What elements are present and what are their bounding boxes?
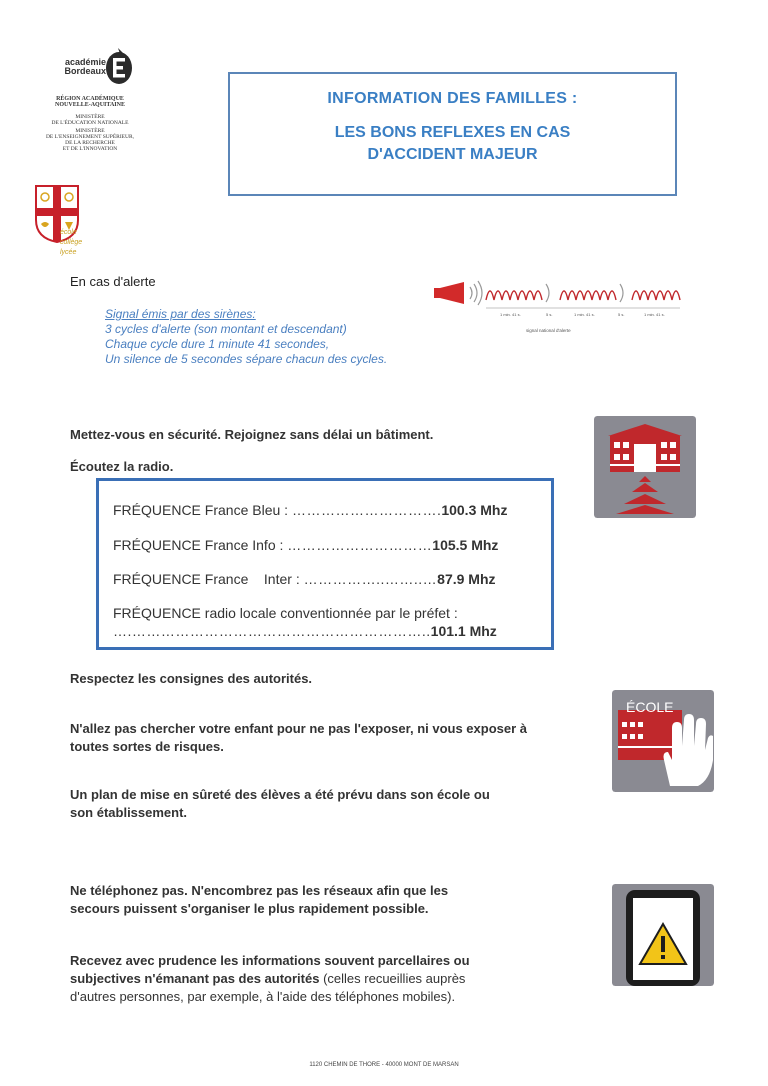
instruction-line: Un plan de mise en sûreté des élèves a été prévu dans son école ou — [70, 787, 490, 802]
instruction-info — [70, 952, 532, 1006]
siren-duration-label: 1 min. 41 s. — [644, 312, 665, 317]
signal-description — [105, 307, 387, 367]
school-level-lycee: lycée — [60, 249, 77, 256]
ministry-line: MINISTÈRE — [75, 114, 105, 120]
frequency-row — [113, 502, 523, 518]
instruction-line: son établissement. — [70, 805, 188, 820]
signal-line: 3 cycles d'alerte (son montant et descendant) — [105, 322, 347, 336]
frequency-value: 100.3 Mhz — [441, 502, 508, 518]
frequency-dots: …………………………. — [291, 502, 442, 518]
frequency-value: 105.5 Mhz — [432, 537, 499, 553]
instruction-line-bold: subjectives n'émanant pas des autorités — [70, 971, 320, 986]
instruction-shelter: Mettez-vous en sécurité. Rejoignez sans délai un bâtiment. — [70, 427, 434, 442]
instruction-line: Recevez avec prudence les informations souvent parcellaires ou — [70, 953, 470, 968]
academie-line2: Bordeaux — [64, 66, 106, 76]
siren-caption: signal national d'alerte — [526, 328, 571, 333]
frequency-value: 101.1 Mhz — [430, 623, 497, 639]
frequency-row — [113, 537, 523, 553]
school-levels — [60, 228, 82, 258]
region-label — [30, 96, 150, 108]
siren-signal-diagram — [430, 278, 684, 336]
signal-line: Un silence de 5 secondes sépare chacun des cycles. — [105, 352, 388, 366]
instruction-plan — [70, 786, 580, 822]
region-line2: NOUVELLE-AQUITAINE — [55, 102, 125, 108]
instruction-line: N'allez pas chercher votre enfant pour ne pas l'exposer, ni vous exposer à — [70, 721, 528, 736]
academie-logo — [58, 46, 138, 94]
school-sign-text: ÉCOLE — [626, 699, 674, 715]
instruction-phone — [70, 882, 580, 918]
school-level-ecole: école — [60, 229, 77, 236]
academie-line1: académie — [64, 57, 106, 67]
instruction-child — [70, 720, 580, 756]
marianne-e-icon — [104, 46, 134, 86]
building-icon — [594, 416, 696, 518]
school-level-college: collège — [60, 239, 83, 246]
siren-duration-label: 1 min. 41 s. — [500, 312, 521, 317]
instruction-authorities: Respectez les consignes des autorités. — [70, 671, 313, 686]
instruction-line-rest: (celles recueillies auprès — [319, 971, 466, 986]
phone-warning-icon — [612, 884, 714, 986]
frequency-dots: ………………………… — [287, 537, 433, 553]
frequency-dots: ….…………………………………………………….. — [113, 623, 431, 639]
siren-duration-label: 1 min. 41 s. — [574, 312, 595, 317]
instruction-line: secours puissent s'organiser le plus rapidement possible. — [70, 901, 429, 916]
signal-line: Chaque cycle dure 1 minute 41 secondes, — [105, 337, 330, 351]
instruction-line: d'autres personnes, par exemple, à l'aide des téléphones mobiles). — [70, 989, 456, 1004]
frequency-label: FRÉQUENCE France Inter : — [113, 571, 304, 587]
siren-silence-label: 5 s. — [618, 312, 625, 317]
frequency-row — [113, 571, 523, 587]
region-line1: RÉGION ACADÉMIQUE — [56, 96, 124, 102]
ministry-line: DE L'ÉDUCATION NATIONALE — [51, 120, 129, 126]
alert-heading: En cas d'alerte — [70, 274, 156, 289]
siren-silence-label: 5 s. — [546, 312, 553, 317]
school-stop-hand-icon — [612, 690, 714, 792]
title-line1: INFORMATION DES FAMILLES : — [327, 90, 578, 107]
frequency-box — [96, 478, 554, 650]
instruction-line: Ne téléphonez pas. N'encombrez pas les réseaux afin que les — [70, 883, 449, 898]
ministry-block — [30, 96, 150, 152]
footer-address: 1120 CHEMIN DE THORE - 40000 MONT DE MARSAN — [309, 1062, 459, 1068]
frequency-label: FRÉQUENCE France Info : — [113, 537, 288, 553]
title-line2: LES BONS REFLEXES EN CAS D'ACCIDENT MAJEUR — [334, 124, 571, 163]
instruction-radio: Écoutez la radio. — [70, 459, 174, 474]
frequency-label: FRÉQUENCE France Bleu : — [113, 502, 292, 518]
ministry-line: MINISTÈRE — [75, 128, 105, 134]
frequency-dots: ……………..……..… — [303, 571, 438, 587]
title-box — [228, 72, 677, 196]
frequency-value: 87.9 Mhz — [437, 571, 496, 587]
academie-wordmark — [62, 58, 106, 76]
signal-title: Signal émis par des sirènes: — [105, 307, 256, 321]
ministry-line: DE LA RECHERCHE — [65, 140, 115, 146]
frequency-row-local — [113, 605, 523, 639]
instruction-line: toutes sortes de risques. — [70, 739, 224, 754]
ministry-line: DE L'ENSEIGNEMENT SUPÉRIEUR, — [45, 134, 135, 140]
ministry-line: ET DE L'INNOVATION — [62, 146, 118, 152]
frequency-label: FRÉQUENCE radio locale conventionnée par le préfet : — [113, 605, 458, 621]
